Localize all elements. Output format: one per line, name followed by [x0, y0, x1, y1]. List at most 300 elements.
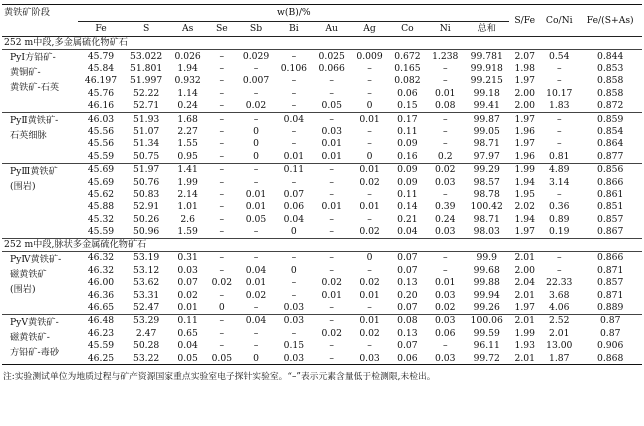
- table-cell: –: [442, 75, 448, 87]
- table-cell: 0.11: [397, 188, 418, 200]
- table-cell: 0.857: [597, 213, 624, 225]
- table-cell: 1.41: [177, 164, 198, 176]
- stage-cell: [2, 163, 78, 238]
- table-cell: 0.11: [283, 164, 305, 176]
- section-title: 252 m中段,脉状多金属硫化物矿石: [2, 238, 642, 251]
- table-cell: 0.03: [435, 176, 456, 188]
- table-cell: 2.07: [514, 50, 535, 62]
- table-cell: 0.09: [397, 164, 418, 176]
- table-cell: 46.36: [87, 289, 115, 301]
- table-cell: 0.65: [177, 327, 198, 339]
- table-row: [2, 352, 642, 365]
- table-cell: 1.238: [432, 50, 459, 62]
- table-cell: –: [291, 87, 297, 99]
- table-cell: 0.06: [435, 327, 456, 339]
- table-cell: –: [329, 315, 334, 327]
- table-cell: 0.871: [597, 264, 624, 276]
- table-cell: 0.672: [394, 50, 421, 62]
- table-cell: 0.04: [245, 315, 267, 327]
- table-cell: –: [313, 225, 351, 238]
- table-cell: 0.01: [169, 301, 207, 314]
- table-row: [2, 125, 642, 137]
- table-cell: 46.32: [87, 252, 115, 264]
- table-cell: 0.03: [435, 315, 456, 327]
- table-cell: 0.36: [549, 201, 570, 213]
- table-cell: 0.844: [597, 50, 624, 62]
- table-cell: 46.65: [78, 301, 123, 314]
- table-cell: 0.08: [397, 315, 418, 327]
- table-cell: 0.02: [359, 176, 380, 188]
- table-cell: –: [219, 138, 225, 150]
- table-cell: 45.69: [87, 164, 115, 176]
- table-cell: 46.03: [87, 113, 115, 125]
- table-page: [0, 4, 644, 426]
- table-cell: 0.02: [321, 327, 342, 339]
- table-row: [2, 289, 642, 301]
- table-cell: 52.71: [124, 100, 169, 113]
- table-cell: 98.78: [473, 188, 500, 200]
- table-cell: 0.02: [321, 277, 342, 289]
- table-row: [2, 100, 642, 113]
- table-cell: 1.93: [514, 340, 535, 352]
- table-cell: 45.56: [87, 138, 115, 150]
- table-cell: 0.877: [578, 150, 642, 163]
- table-cell: –: [219, 113, 225, 125]
- table-cell: 45.56: [87, 125, 115, 137]
- element-header: Ag: [351, 22, 389, 37]
- table-cell: 51.07: [132, 125, 160, 137]
- table-cell: 1.97: [509, 301, 540, 314]
- table-cell: 0.17: [397, 113, 418, 125]
- table-cell: 50.83: [132, 188, 160, 200]
- stage-cell: [2, 314, 78, 365]
- table-cell: –: [291, 327, 297, 339]
- table-row: [2, 62, 642, 74]
- table-cell: –: [237, 225, 275, 238]
- table-cell: 45.76: [87, 87, 115, 99]
- table-cell: 0.01: [359, 315, 380, 327]
- table-cell: 0: [207, 301, 238, 314]
- table-cell: –: [313, 352, 351, 365]
- table-cell: 10.17: [546, 87, 573, 99]
- table-cell: –: [329, 264, 334, 276]
- table-cell: 1.55: [177, 138, 198, 150]
- table-cell: 0.31: [177, 252, 198, 264]
- table-cell: 1.94: [177, 62, 198, 74]
- table-row: [2, 225, 642, 238]
- table-cell: 0.889: [578, 301, 642, 314]
- table-cell: –: [219, 176, 225, 188]
- table-cell: 0.19: [540, 225, 578, 238]
- table-cell: 0.857: [597, 277, 624, 289]
- table-cell: 0.872: [578, 100, 642, 113]
- table-cell: –: [367, 75, 372, 87]
- table-cell: 0.01: [359, 201, 380, 213]
- table-cell: 0.15: [388, 100, 426, 113]
- table-cell: 50.75: [124, 150, 169, 163]
- table-cell: 0.09: [397, 138, 418, 150]
- table-cell: –: [253, 252, 259, 264]
- table-cell: 97.97: [464, 150, 509, 163]
- table-cell: –: [291, 125, 297, 137]
- stage-label-line: PyⅣ黄铁矿-: [10, 253, 62, 265]
- table-cell: –: [442, 188, 448, 200]
- table-cell: –: [291, 289, 297, 301]
- table-cell: 46.25: [78, 352, 123, 365]
- table-cell: 0.868: [578, 352, 642, 365]
- table-row: [2, 50, 642, 63]
- table-cell: –: [556, 75, 562, 87]
- table-cell: –: [556, 264, 562, 276]
- table-cell: 53.19: [132, 252, 160, 264]
- table-cell: 1.97: [514, 75, 535, 87]
- table-cell: –: [219, 327, 225, 339]
- table-cell: –: [291, 277, 297, 289]
- table-cell: 0.871: [597, 289, 624, 301]
- table-cell: 0.87: [599, 315, 621, 327]
- stage-cell: [2, 112, 78, 163]
- ratio-header-fe-s-as: Fe/(S+As): [578, 5, 642, 37]
- table-cell: 0.906: [597, 340, 624, 352]
- table-row: [2, 277, 642, 289]
- table-cell: 46.32: [87, 264, 115, 276]
- table-cell: 0: [253, 138, 259, 150]
- table-cell: 0.03: [321, 125, 342, 137]
- table-cell: 45.59: [87, 340, 115, 352]
- table-cell: –: [219, 252, 225, 264]
- table-cell: 1.97: [509, 225, 540, 238]
- stage-label-line: PyⅢ黄铁矿: [10, 165, 58, 177]
- table-cell: 0: [290, 264, 297, 276]
- table-cell: 0: [253, 125, 259, 137]
- table-cell: –: [207, 100, 238, 113]
- table-cell: 45.88: [87, 201, 115, 213]
- element-header: Sb: [237, 22, 275, 37]
- table-cell: 1.94: [514, 176, 535, 188]
- table-cell: 0.03: [435, 289, 456, 301]
- table-cell: 2.04: [514, 277, 535, 289]
- table-cell: 0.14: [397, 201, 418, 213]
- table-cell: 0.02: [211, 277, 233, 289]
- table-cell: 0.066: [318, 62, 345, 74]
- table-cell: 2.01: [514, 315, 535, 327]
- table-cell: 0.04: [283, 113, 305, 125]
- table-cell: 99.59: [473, 327, 500, 339]
- table-cell: 0.854: [597, 125, 624, 137]
- table-cell: 0.24: [435, 213, 456, 225]
- table-cell: 0: [237, 150, 275, 163]
- table-cell: 0.11: [177, 315, 198, 327]
- table-cell: 50.28: [132, 340, 160, 352]
- table-cell: 13.00: [546, 340, 573, 352]
- table-cell: –: [556, 62, 562, 74]
- element-header: Se: [207, 22, 238, 37]
- table-cell: 0.05: [313, 100, 351, 113]
- table-cell: 0.02: [359, 277, 380, 289]
- table-cell: 22.33: [546, 277, 573, 289]
- table-cell: 45.59: [78, 150, 123, 163]
- table-cell: 0.20: [397, 289, 418, 301]
- table-cell: 0.165: [394, 62, 421, 74]
- table-cell: 0.04: [388, 225, 426, 238]
- table-cell: 1.83: [540, 100, 578, 113]
- table-cell: 2.00: [514, 264, 535, 276]
- pyrite-composition-table: [2, 4, 642, 365]
- table-cell: –: [219, 164, 225, 176]
- table-cell: –: [253, 176, 259, 188]
- table-cell: 2.27: [177, 125, 198, 137]
- table-row: [2, 301, 642, 314]
- table-cell: 100.42: [470, 201, 503, 213]
- table-cell: 1.97: [514, 138, 535, 150]
- table-cell: –: [219, 213, 225, 225]
- table-cell: 51.801: [130, 62, 163, 74]
- table-cell: 99.215: [470, 75, 503, 87]
- table-cell: 0.01: [359, 164, 380, 176]
- table-cell: 0.007: [242, 75, 270, 87]
- table-cell: 0.03: [283, 315, 305, 327]
- table-cell: 0.858: [597, 75, 624, 87]
- table-cell: 99.9: [476, 252, 497, 264]
- table-cell: 2.01: [514, 289, 535, 301]
- table-cell: –: [556, 113, 562, 125]
- table-cell: –: [219, 340, 225, 352]
- table-cell: 45.62: [87, 188, 115, 200]
- table-cell: –: [442, 340, 448, 352]
- table-row: [2, 112, 642, 125]
- table-cell: 0.02: [426, 301, 464, 314]
- table-cell: 0.54: [549, 50, 570, 62]
- table-cell: 53.31: [132, 289, 160, 301]
- table-cell: 0.02: [237, 100, 275, 113]
- table-cell: –: [219, 264, 225, 276]
- element-header: Bi: [275, 22, 313, 37]
- table-cell: 0.05: [169, 352, 207, 365]
- table-cell: 0.06: [283, 201, 305, 213]
- table-cell: 46.16: [78, 100, 123, 113]
- table-cell: 0.867: [578, 225, 642, 238]
- table-cell: –: [219, 201, 225, 213]
- mass-fraction-header: w(B)/%: [78, 5, 509, 22]
- table-cell: 0.01: [435, 277, 456, 289]
- table-cell: –: [291, 176, 297, 188]
- table-cell: –: [329, 188, 334, 200]
- table-cell: 2.00: [514, 87, 535, 99]
- table-row: [2, 75, 642, 87]
- table-cell: 0.03: [275, 301, 313, 314]
- table-cell: 98.57: [473, 176, 500, 188]
- table-cell: –: [291, 138, 297, 150]
- table-cell: –: [291, 50, 297, 62]
- table-cell: 0.05: [245, 213, 267, 225]
- element-header: S: [124, 22, 169, 37]
- table-cell: 53.022: [130, 50, 163, 62]
- table-cell: –: [351, 301, 389, 314]
- table-cell: –: [275, 100, 313, 113]
- table-cell: –: [367, 340, 372, 352]
- table-cell: 1.01: [177, 201, 198, 213]
- table-row: [2, 150, 642, 163]
- table-cell: 46.48: [87, 315, 115, 327]
- table-cell: 99.781: [470, 50, 503, 62]
- table-cell: 99.41: [464, 100, 509, 113]
- table-cell: 0.06: [397, 87, 418, 99]
- element-header: Au: [313, 22, 351, 37]
- table-cell: 0.13: [397, 327, 418, 339]
- table-cell: –: [329, 113, 334, 125]
- table-cell: 53.62: [132, 277, 160, 289]
- table-cell: –: [556, 125, 562, 137]
- table-cell: 1.98: [514, 62, 535, 74]
- table-cell: –: [442, 264, 448, 276]
- table-row: [2, 163, 642, 176]
- table-row: [2, 327, 642, 339]
- table-cell: 0: [237, 352, 275, 365]
- table-cell: –: [367, 138, 372, 150]
- stage-label-line: 磁黄铁矿: [10, 268, 47, 280]
- table-cell: 1.99: [514, 327, 535, 339]
- stage-label-line: 方铅矿-毒砂: [10, 346, 60, 358]
- table-cell: 51.34: [132, 138, 160, 150]
- table-cell: 0.02: [351, 225, 389, 238]
- table-cell: 0.859: [597, 113, 624, 125]
- stage-label-line: PyⅡ黄铁矿-: [10, 114, 59, 126]
- table-cell: –: [367, 62, 372, 74]
- table-cell: 0.01: [245, 201, 267, 213]
- table-cell: 46.00: [87, 277, 115, 289]
- table-cell: –: [291, 252, 297, 264]
- stage-label-line: (围岩): [10, 180, 36, 192]
- table-cell: –: [329, 340, 334, 352]
- table-cell: 0.04: [177, 340, 198, 352]
- table-cell: –: [253, 164, 259, 176]
- table-cell: 52.47: [124, 301, 169, 314]
- table-cell: 0: [275, 225, 313, 238]
- table-cell: 99.87: [473, 113, 500, 125]
- table-cell: 0.07: [283, 188, 305, 200]
- table-cell: 99.29: [473, 164, 500, 176]
- table-cell: –: [329, 75, 334, 87]
- table-cell: –: [237, 301, 275, 314]
- stage-label-line: 黄铁矿-石英: [10, 82, 60, 93]
- table-cell: –: [556, 138, 562, 150]
- table-cell: 0.01: [245, 188, 267, 200]
- element-header: Ni: [426, 22, 464, 37]
- table-cell: 0.24: [169, 100, 207, 113]
- table-cell: 46.197: [84, 75, 118, 87]
- stage-label-line: 石英细脉: [10, 129, 47, 141]
- table-cell: –: [329, 164, 334, 176]
- table-cell: 51.97: [132, 164, 160, 176]
- table-cell: 45.79: [87, 50, 115, 62]
- table-cell: 0.89: [549, 213, 570, 225]
- table-cell: –: [442, 113, 448, 125]
- table-cell: –: [219, 188, 225, 200]
- table-cell: 0.81: [540, 150, 578, 163]
- table-cell: 53.29: [132, 315, 160, 327]
- table-cell: 0.01: [321, 201, 342, 213]
- section-title: 252 m中段,多金属硫化物矿石: [2, 37, 642, 50]
- table-cell: 50.76: [132, 176, 160, 188]
- table-cell: –: [329, 213, 334, 225]
- table-cell: –: [219, 87, 225, 99]
- table-cell: 52.22: [132, 87, 160, 99]
- table-cell: 0.04: [245, 264, 267, 276]
- table-cell: 53.12: [132, 264, 160, 276]
- table-cell: 1.96: [509, 150, 540, 163]
- element-header: 总和: [464, 22, 509, 37]
- table-cell: –: [219, 75, 225, 87]
- table-cell: –: [367, 264, 372, 276]
- table-cell: –: [367, 125, 372, 137]
- table-cell: 1.87: [540, 352, 578, 365]
- table-cell: 0.856: [597, 164, 624, 176]
- table-cell: –: [253, 327, 259, 339]
- table-cell: 0.01: [359, 113, 380, 125]
- table-cell: 1.99: [514, 164, 535, 176]
- table-cell: 2.52: [549, 315, 570, 327]
- table-cell: 1.59: [169, 225, 207, 238]
- table-cell: 99.72: [464, 352, 509, 365]
- table-footnote: 注:实验测试单位为地质过程与矿产资源国家重点实验室电子探针实验室。“–”表示元素含量低于检测限,未检出。: [3, 372, 436, 383]
- table-cell: 45.84: [87, 62, 115, 74]
- table-cell: 2.14: [177, 188, 198, 200]
- stage-label-line: 黄铜矿-: [10, 67, 41, 78]
- table-cell: 0.03: [275, 352, 313, 365]
- table-cell: 0.851: [597, 201, 624, 213]
- table-row: [2, 87, 642, 99]
- table-cell: 0.932: [174, 75, 201, 87]
- table-cell: 0.025: [318, 50, 345, 62]
- table-cell: 0: [351, 100, 389, 113]
- table-cell: 0.02: [177, 289, 198, 301]
- table-cell: 0.07: [388, 301, 426, 314]
- table-row: [2, 213, 642, 225]
- table-cell: 0.01: [313, 150, 351, 163]
- table-cell: 0.07: [397, 264, 418, 276]
- table-cell: 99.18: [473, 87, 500, 99]
- table-cell: 0.009: [356, 50, 383, 62]
- table-cell: 1.96: [514, 125, 535, 137]
- table-cell: –: [219, 289, 225, 301]
- table-cell: 0.07: [397, 252, 418, 264]
- stage-label-line: (围岩): [10, 283, 36, 295]
- section-header-row: [2, 238, 642, 251]
- table-cell: 0.11: [397, 125, 418, 137]
- table-cell: 0.08: [426, 100, 464, 113]
- table-cell: 0.16: [388, 150, 426, 163]
- table-cell: –: [442, 62, 448, 74]
- table-cell: –: [253, 340, 259, 352]
- table-row: [2, 201, 642, 213]
- table-cell: 2.6: [180, 213, 195, 225]
- table-cell: –: [367, 213, 372, 225]
- table-cell: –: [556, 252, 562, 264]
- table-cell: 98.03: [464, 225, 509, 238]
- table-cell: 0.866: [597, 252, 624, 264]
- table-cell: –: [253, 113, 259, 125]
- table-cell: 100.06: [470, 315, 503, 327]
- table-cell: 0.02: [245, 289, 267, 301]
- table-cell: 4.06: [540, 301, 578, 314]
- table-cell: –: [207, 150, 238, 163]
- table-cell: 2.01: [549, 327, 570, 339]
- table-cell: 0.864: [597, 138, 624, 150]
- stage-label-line: PyⅠ方铅矿-: [10, 52, 56, 63]
- stage-cell: [2, 251, 78, 314]
- table-cell: –: [329, 252, 334, 264]
- table-cell: 0.03: [426, 352, 464, 365]
